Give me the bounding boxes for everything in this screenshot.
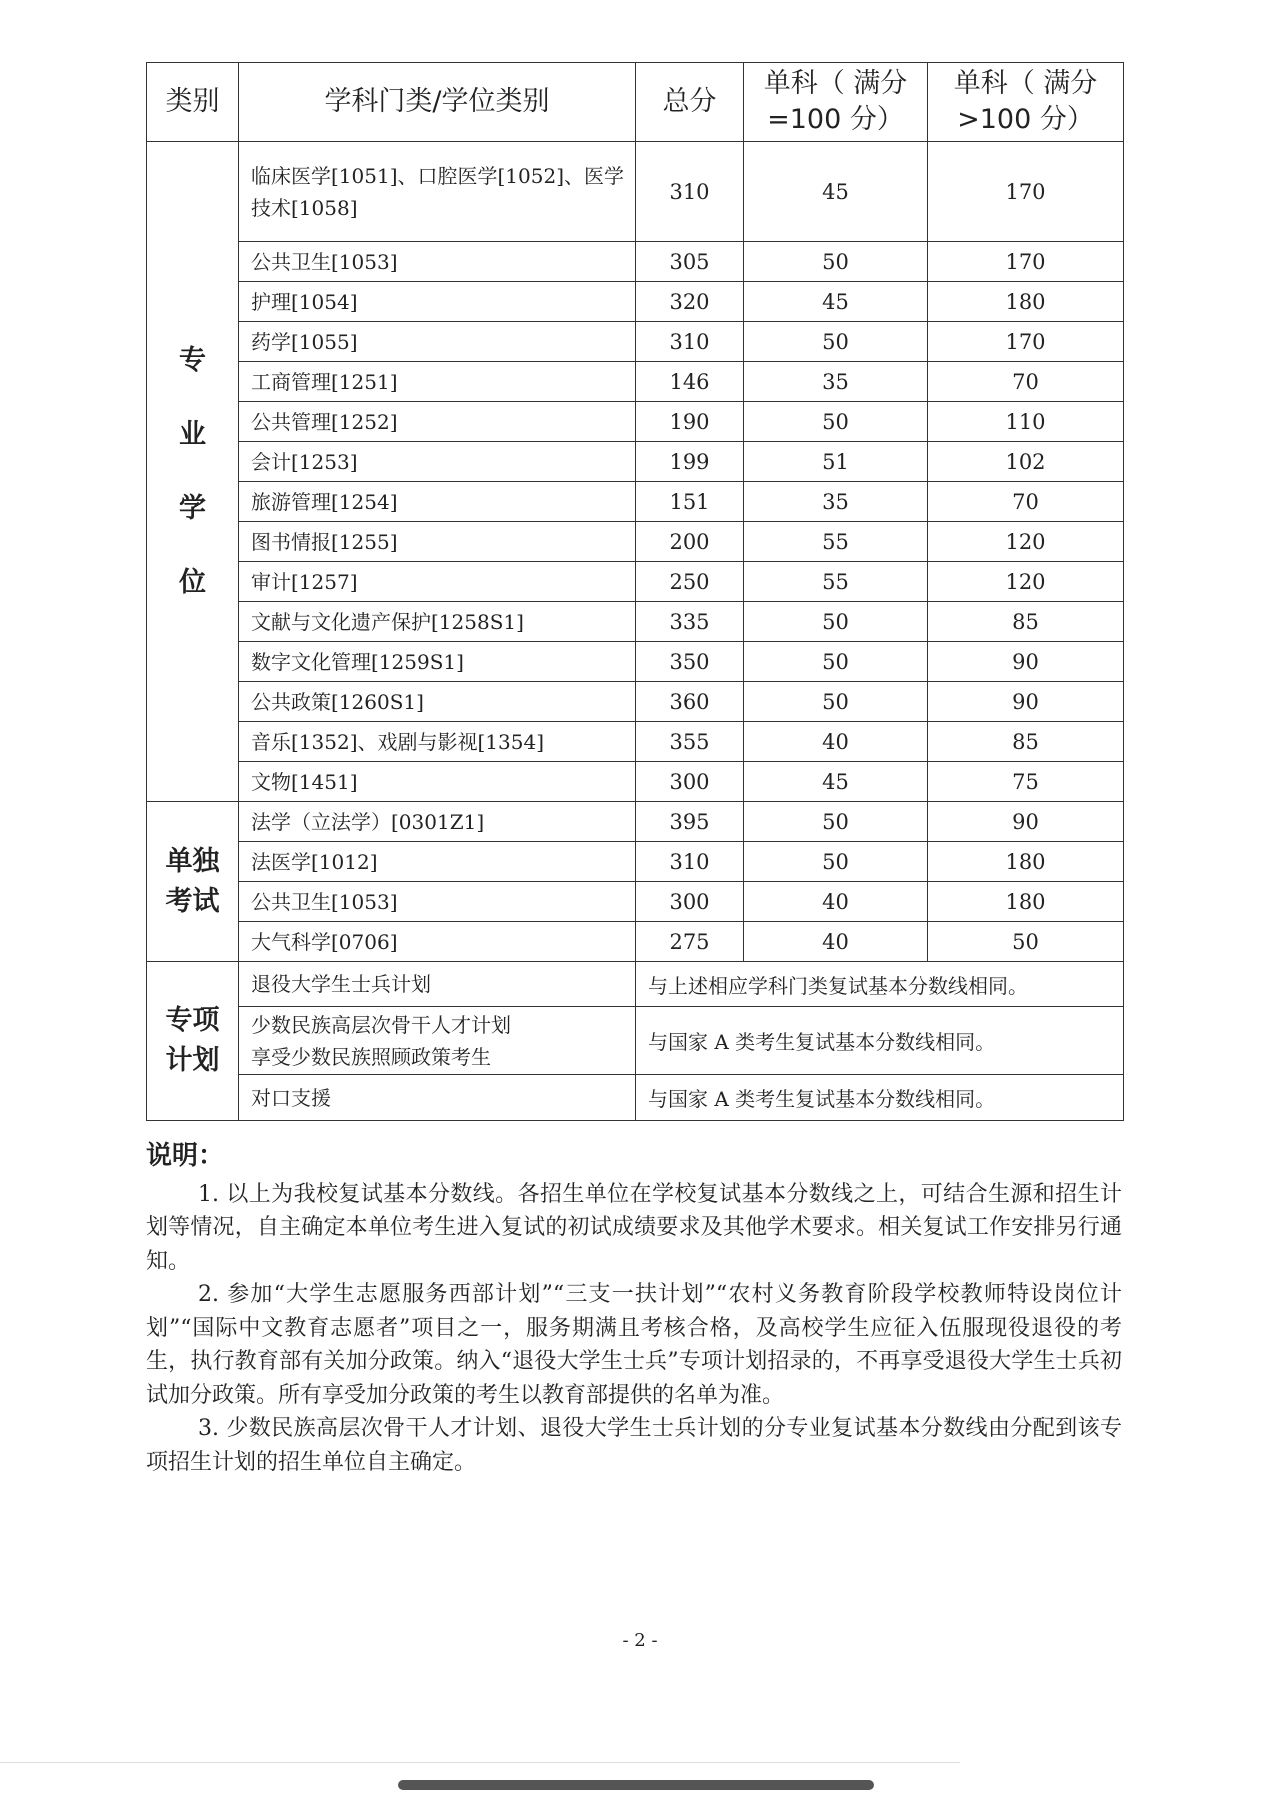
total-cell: 310 — [636, 842, 744, 882]
special-row — [147, 1075, 1124, 1121]
special-row — [147, 1007, 1124, 1075]
table-row — [147, 442, 1124, 482]
total-cell: 190 — [636, 402, 744, 442]
single-100-cell: 50 — [744, 682, 928, 722]
table-row — [147, 842, 1124, 882]
special-note: 与国家 A 类考生复试基本分数线相同。 — [636, 1075, 1124, 1121]
page-number: - 2 - — [622, 1630, 658, 1651]
total-cell: 151 — [636, 482, 744, 522]
subject-cell: 法医学[1012] — [239, 842, 636, 882]
single-over-100-cell: 102 — [928, 442, 1124, 482]
table-row — [147, 922, 1124, 962]
group-label: 专项计划 — [165, 1005, 220, 1076]
single-over-100-cell: 170 — [928, 322, 1124, 362]
single-over-100-cell: 85 — [928, 602, 1124, 642]
single-over-100-cell: 70 — [928, 362, 1124, 402]
note-item: 1. 以上为我校复试基本分数线。各招生单位在学校复试基本分数线之上，可结合生源和招生计划等情况，自主确定本单位考生进入复试的初试成绩要求及其他学术要求。相关复试工作安排另行通知。 — [146, 1181, 1122, 1274]
single-100-cell: 50 — [744, 602, 928, 642]
single-100-cell: 40 — [744, 722, 928, 762]
single-100-cell: 40 — [744, 882, 928, 922]
subject-cell: 大气科学[0706] — [239, 922, 636, 962]
single-100-cell: 51 — [744, 442, 928, 482]
subject-cell: 药学[1055] — [239, 322, 636, 362]
total-cell: 275 — [636, 922, 744, 962]
special-row — [147, 962, 1124, 1007]
subject-line: 退役大学生士兵计划 — [251, 972, 431, 996]
single-100-cell: 50 — [744, 402, 928, 442]
subject-cell: 公共卫生[1053] — [239, 882, 636, 922]
subject-cell — [239, 1075, 636, 1121]
single-over-100-cell: 70 — [928, 482, 1124, 522]
table-row — [147, 602, 1124, 642]
note-item: 3. 少数民族高层次骨干人才计划、退役大学生士兵计划的分专业复试基本分数线由分配到该专项招生计划的招生单位自主确定。 — [146, 1416, 1122, 1475]
subject-cell — [239, 962, 636, 1007]
table-row — [147, 802, 1124, 842]
subject-cell: 审计[1257] — [239, 562, 636, 602]
subject-cell: 文物[1451] — [239, 762, 636, 802]
single-over-100-cell: 85 — [928, 722, 1124, 762]
total-cell: 395 — [636, 802, 744, 842]
single-100-cell: 50 — [744, 642, 928, 682]
total-cell: 335 — [636, 602, 744, 642]
special-note: 与上述相应学科门类复试基本分数线相同。 — [636, 962, 1124, 1007]
single-100-cell: 45 — [744, 762, 928, 802]
single-over-100-cell: 90 — [928, 682, 1124, 722]
single-100-cell: 50 — [744, 802, 928, 842]
single-over-100-cell: 180 — [928, 282, 1124, 322]
total-cell: 200 — [636, 522, 744, 562]
subject-cell: 公共卫生[1053] — [239, 242, 636, 282]
table-row — [147, 722, 1124, 762]
single-over-100-cell: 180 — [928, 882, 1124, 922]
single-over-100-cell: 50 — [928, 922, 1124, 962]
header-single-over-100: 单科（ 满分>100 分） — [928, 63, 1124, 142]
single-over-100-cell: 120 — [928, 522, 1124, 562]
total-cell: 310 — [636, 322, 744, 362]
total-cell: 360 — [636, 682, 744, 722]
table-row — [147, 562, 1124, 602]
table-row — [147, 362, 1124, 402]
subject-cell: 音乐[1352]、戏剧与影视[1354] — [239, 722, 636, 762]
group-professional — [147, 142, 239, 802]
single-over-100-cell: 170 — [928, 242, 1124, 282]
total-cell: 300 — [636, 882, 744, 922]
group-independent — [147, 802, 239, 962]
note-item: 2. 参加“大学生志愿服务西部计划”“三支一扶计划”“农村义务教育阶段学校教师特设岗位计划”“国际中文教育志愿者”项目之一，服务期满且考核合格，及高校学生应征入伍服现役退役的考生，执行教育部有关加分政策。纳入“退役大学生士兵”专项计划招录的，不再享受退役大学生士兵初试加分政策。所有享受加分政策的考生以教育部提供的名单为准。 — [146, 1282, 1122, 1408]
group-label: 专业学位 — [179, 344, 206, 598]
subject-line: 对口支援 — [251, 1085, 331, 1110]
subject-cell: 数字文化管理[1259S1] — [239, 642, 636, 682]
single-over-100-cell: 110 — [928, 402, 1124, 442]
notes-title: 说明： — [146, 1141, 225, 1171]
single-over-100-cell: 170 — [928, 142, 1124, 242]
subject-cell: 图书情报[1255] — [239, 522, 636, 562]
header-single-100: 单科（ 满分=100 分） — [744, 63, 928, 142]
single-100-cell: 45 — [744, 282, 928, 322]
home-indicator[interactable] — [398, 1780, 874, 1790]
single-100-cell: 35 — [744, 482, 928, 522]
table-row — [147, 522, 1124, 562]
header-category: 类别 — [147, 63, 239, 142]
subject-cell — [239, 1007, 636, 1075]
single-over-100-cell: 90 — [928, 802, 1124, 842]
table-row — [147, 282, 1124, 322]
table-row — [147, 322, 1124, 362]
single-100-cell: 35 — [744, 362, 928, 402]
subject-cell: 临床医学[1051]、口腔医学[1052]、医学技术[1058] — [239, 142, 636, 242]
total-cell: 146 — [636, 362, 744, 402]
single-100-cell: 55 — [744, 562, 928, 602]
table-row — [147, 142, 1124, 242]
score-table — [146, 62, 1124, 1121]
total-cell: 310 — [636, 142, 744, 242]
subject-cell: 公共管理[1252] — [239, 402, 636, 442]
notes-section — [146, 1140, 1122, 1479]
table-row — [147, 882, 1124, 922]
table-row — [147, 402, 1124, 442]
header-total: 总分 — [636, 63, 744, 142]
total-cell: 250 — [636, 562, 744, 602]
subject-line: 少数民族高层次骨干人才计划 — [251, 1012, 511, 1037]
single-over-100-cell: 120 — [928, 562, 1124, 602]
table-header — [147, 63, 1124, 142]
table-row — [147, 682, 1124, 722]
total-cell: 305 — [636, 242, 744, 282]
single-over-100-cell: 75 — [928, 762, 1124, 802]
single-over-100-cell: 90 — [928, 642, 1124, 682]
single-100-cell: 50 — [744, 322, 928, 362]
table-row — [147, 242, 1124, 282]
total-cell: 320 — [636, 282, 744, 322]
total-cell: 355 — [636, 722, 744, 762]
single-100-cell: 50 — [744, 242, 928, 282]
total-cell: 300 — [636, 762, 744, 802]
subject-cell: 护理[1054] — [239, 282, 636, 322]
divider — [0, 1762, 960, 1763]
single-100-cell: 40 — [744, 922, 928, 962]
special-note: 与国家 A 类考生复试基本分数线相同。 — [636, 1007, 1124, 1075]
total-cell: 350 — [636, 642, 744, 682]
subject-cell: 文献与文化遗产保护[1258S1] — [239, 602, 636, 642]
subject-line: 享受少数民族照顾政策考生 — [251, 1044, 491, 1069]
header-subject: 学科门类/学位类别 — [239, 63, 636, 142]
subject-cell: 法学（立法学）[0301Z1] — [239, 802, 636, 842]
subject-cell: 公共政策[1260S1] — [239, 682, 636, 722]
subject-cell: 旅游管理[1254] — [239, 482, 636, 522]
table-row — [147, 482, 1124, 522]
group-label: 单独考试 — [165, 845, 220, 917]
table-row — [147, 642, 1124, 682]
group-special — [147, 962, 239, 1121]
single-100-cell: 50 — [744, 842, 928, 882]
total-cell: 199 — [636, 442, 744, 482]
single-100-cell: 45 — [744, 142, 928, 242]
single-over-100-cell: 180 — [928, 842, 1124, 882]
table-row — [147, 762, 1124, 802]
single-100-cell: 55 — [744, 522, 928, 562]
subject-cell: 工商管理[1251] — [239, 362, 636, 402]
subject-cell: 会计[1253] — [239, 442, 636, 482]
